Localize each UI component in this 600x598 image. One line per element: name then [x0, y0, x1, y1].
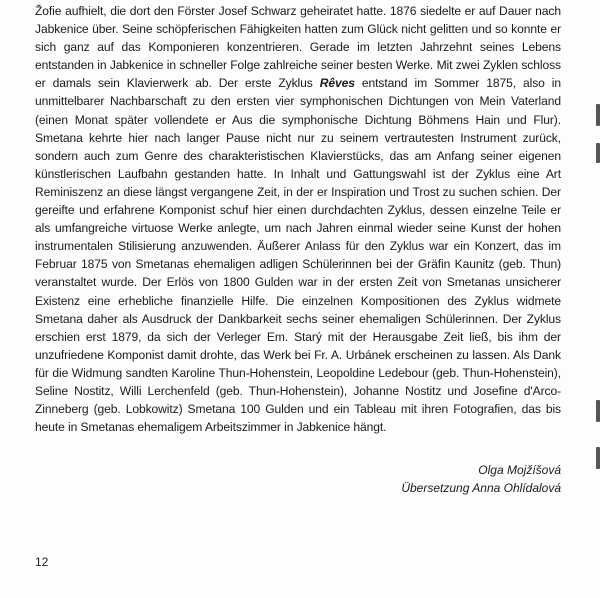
work-title: Rêves: [319, 76, 355, 91]
edge-mark: [596, 143, 600, 163]
edge-mark: [596, 400, 600, 422]
page-number: 12: [35, 555, 49, 569]
edge-mark: [596, 104, 600, 126]
body-paragraph: [35, 2, 561, 436]
edge-mark: [596, 447, 600, 469]
paragraph-text: [35, 2, 561, 436]
credits: [401, 461, 561, 497]
author-name: Olga Mojžíšová: [478, 463, 561, 477]
page-edge-marks: [594, 0, 600, 598]
text-after-title: entstand im Sommer 1875, also in unmittelbarer Nachbarschaft zu den ersten vier symphonischen Dichtungen von Mein Vaterland (einen Monat später vollendete er Aus die symphonische Dichtung Böhmens Hain und Flur). Smetana kehrte hier nach langer Pause nicht nur zu seinem vertrautesten Instrument zurück, sondern auch zum Genre des charakteristischen Klavierstücks, das am Anfang seiner eigenen künstlerischen Laufbahn gestanden hatte. In Inhalt und Gattungswahl ist der Zyklus eine Art Reminiszenz an diese längst vergangene Zeit, in der er Inspiration und Trost zu suchen schien. Der gereifte und erfahrene Komponist schuf hier einen durchdachten Zyklus, dessen einzelne Teile er als umfangreiche virtuose Werke anlegte, um nach Jahren einmal wieder seine Kunst der hohen instrumentalen Stilisierung anzuwenden. Äußerer Anlass für den Zyklus war ein Konzert, das im Februar 1875 von Smetanas ehemaligen adligen Schülerinnen bei der Gräfin Kaunitz (geb. Thun) veranstaltet wurde. Der Erlös von 1800 Gulden war in der ersten Zeit von Smetanas unsicherer Existenz eine erhebliche finanzielle Hilfe. Die einzelnen Kompositionen des Zyklus widmete Smetana daher als Ausdruck der Dankbarkeit sechs seiner ehemaligen Schülerinnen. Der Zyklus erschien erst 1879, da sich der Verleger Em. Starý mit der Herausgabe Zeit ließ, bis ihm der unzufriedene Komponist damit drohte, das Werk bei Fr. A. Urbánek erscheinen zu lassen. Als Dank für die Widmung sandten Karoline Thun-Hohenstein, Leopoldine Ledebour (geb. Thun-Hohenstein), Seline Nostitz, Willi Lerchenfeld (geb. Thun-Hohenstein), Johanne Nostitz und Josefine d'Arco-Zinneberg (geb. Lobkowitz) Smetana 100 Gulden und ein Tableau mit ihren Fotografien, das bis heute in Smetanas ehemaligem Arbeitszimmer in Jabkenice hängt.: [35, 76, 561, 435]
text-before-title: Žofie aufhielt, die dort den Förster Josef Schwarz geheiratet hatte. 1876 siedelte er auf Dauer nach Jabkenice über. Seine schöpferischen Fähigkeiten hatten zum Glück nicht gelitten und so konnte er sich ganz auf das Komponieren konzentrieren. Gerade im letzten Jahrzehnt seines Lebens entstanden in Jabkenice in schneller Folge zahlreiche seiner besten Werke. Mit zwei Zyklen schloss er damals sein Klavierwerk ab. Der erste Zyklus: [35, 4, 561, 91]
translator-credit: Übersetzung Anna Ohlídalová: [401, 481, 561, 495]
